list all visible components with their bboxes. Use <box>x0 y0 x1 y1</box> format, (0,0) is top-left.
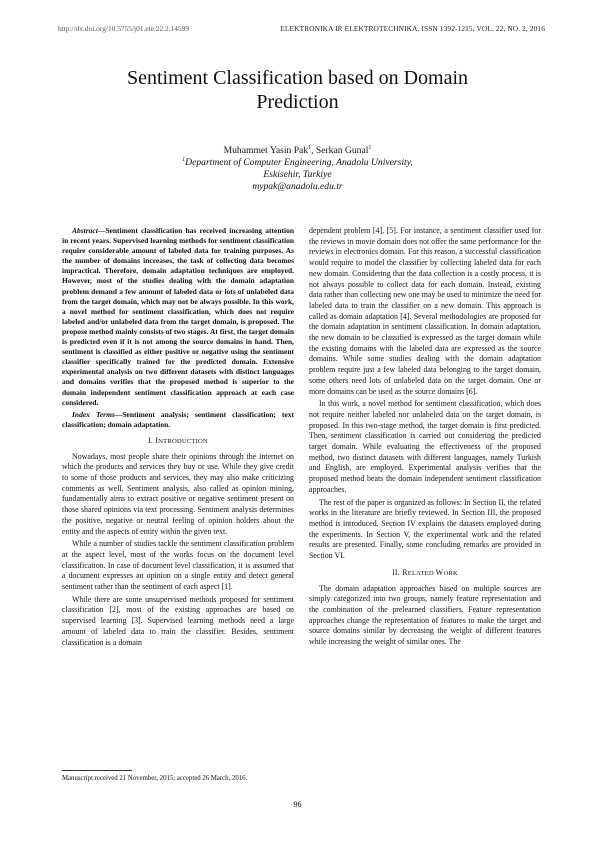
section-heading-related-work: II. RELATED WORK <box>392 567 458 577</box>
left-column <box>62 226 294 650</box>
manuscript-note: Manuscript received 21 November, 2015; accepted 26 March, 2016. <box>62 775 248 782</box>
related-paragraph-1: The domain adaptation approaches based on multiple sources are simply categorized into two groups, namely feature representation and the combination of the prelearned classifiers. Feature representation approaches change the representation of features to make the target and source domains similar by decreasing the weight of different features while increasing the weight of similar ones. The <box>309 583 541 647</box>
email: mypak@anadolu.edu.tr <box>252 181 343 192</box>
title-line-2: Prediction <box>256 91 339 113</box>
intro-paragraph-4: In this work, a novel method for sentiment classification, which does not require neither labeled nor unlabeled data on the target domain, is proposed. In this two-stage method, the target domain is first predicted. Then, sentiment classification is carried out considering the predicted target domain. While evaluating the effectiveness of the proposed method, two distinct datasets with different languages, namely Turkish and English, are employed. Experimental analysis verifies that the proposed method beats the domain independent sentiment classification approaches. <box>309 399 541 494</box>
intro-paragraph-3: While there are some unsupervised methods proposed for sentiment classification [2], most of the existing approaches are based on supervised learning [3]. Supervised learning methods need a large amount of labeled data to train the classifier. Besides, sentiment classification is a domain <box>62 594 294 647</box>
section-heading-introduction: I. INTRODUCTION <box>148 435 208 445</box>
intro-paragraph-2: While a number of studies tackle the sentiment classification problem at the aspect level, most of the works focus on the document level classification. In case of document level classification, it is assumed that a document expresses an opinion on a single entity and detect general sentiment rather than the sentiment of each aspect [1]. <box>62 539 294 592</box>
location: Eskisehir, Turkiye <box>263 169 332 180</box>
footnote-rule <box>62 770 132 771</box>
author-block <box>100 145 495 193</box>
intro-paragraph-1: Nowadays, most people share their opinions through the internet on which the products and services they buy or use. While they give credit to some of those products and services, they may also make criticizing comments as well. Sentiment analysis, also called as opinion mining, fundamentally aims to extract positive or negative sentiment present on those shared opinions via text processing. Sentiment analysis determines the positive, negative or neutral feeling of opinion holders about the entity and the aspects of entity within the given text. <box>62 451 294 536</box>
index-terms-label: Index Terms <box>72 409 115 419</box>
title-line-1: Sentiment Classification based on Domain <box>126 67 469 89</box>
right-column <box>309 226 541 650</box>
doi-link[interactable]: http://dx.doi.org/10.5755/j01.eie.22.2.14599 <box>58 24 190 33</box>
affiliation: $^1$Department of Computer Engineering, Anadolu University, <box>182 156 413 168</box>
index-terms: Index Terms—Sentiment analysis; sentiment classification; text classification; domain adaptation. <box>62 409 295 429</box>
author-names: Muhammet Yasin Pak$^1$, Serkan Gunal$^1$ <box>223 144 372 156</box>
intro-paragraph-3-cont: dependent problem [4], [5]. For instance, a sentiment classifier used for the reviews in movie domain does not offer the same performance for the reviews in electronics domain. For this reason, a successful classification would require to model the classifier by collecting labeled data for each new domain. Considering that the data collection is a costly process, it is not always possible to collect data for each domain. Instead, existing data rather than collecting new one may be used to minimize the need for labeled data to train the classifier on a new domain. This approach is called as domain adaptation [4]. Several methodologies are proposed for the domain adaptation in sentiment classification. In domain adaptation, the new domain to be classified is expressed as the target domain while the existing domains with the labeled data are expressed as the source domains. While some studies dealing with the domain adaptation problem require just a few labeled data belonging to the target domain, some others need lots of unlabeled data on the target domain. One or more domains can be used as the source domains [6]. <box>309 226 541 396</box>
intro-paragraph-5: The rest of the paper is organized as follows: In Section II, the related works in the literature are briefly reviewed. In Section III, the proposed method is introduced. Section IV explains the datasets employed during the experiments. In Section V, the experimental work and the related results are presented. Finally, some concluding remarks are provided in Section VI. <box>309 497 541 561</box>
abstract-label: Abstract <box>72 226 98 235</box>
paper-title <box>80 66 515 114</box>
page-number: 96 <box>293 800 302 809</box>
abstract: Abstract—Sentiment classification has received increasing attention in recent years. Supervised learning methods for sentiment classification require considerable amount of labeled data for training purposes. As the number of domains increases, the task of collecting data becomes impractical. Therefore, domain adaptation techniques are employed. However, most of the studies dealing with the domain adaptation problem demand a few amount of labeled data or lots of unlabeled data from the target domain, which may not be always possible. In this work, a novel method for sentiment classification, which does not require labeled and/or unlabeled data from the target domain, is proposed. The propose method mainly consists of two stages. At first, the target domain is predicted even if it is not among the source domains in hand. Then, sentiment is classified as either positive or negative using the sentiment classifier specifically trained for the predicted domain. Extensive experimental analysis on two different datasets with distinct languages and domains verifies that the proposed method is superior to the domain independent sentiment classification approach at each case considered. <box>62 226 294 407</box>
journal-header: ELEKTRONIKA IR ELEKTROTECHNIKA, ISSN 1392-1215, VOL. 22, NO. 2, 2016 <box>280 24 545 33</box>
